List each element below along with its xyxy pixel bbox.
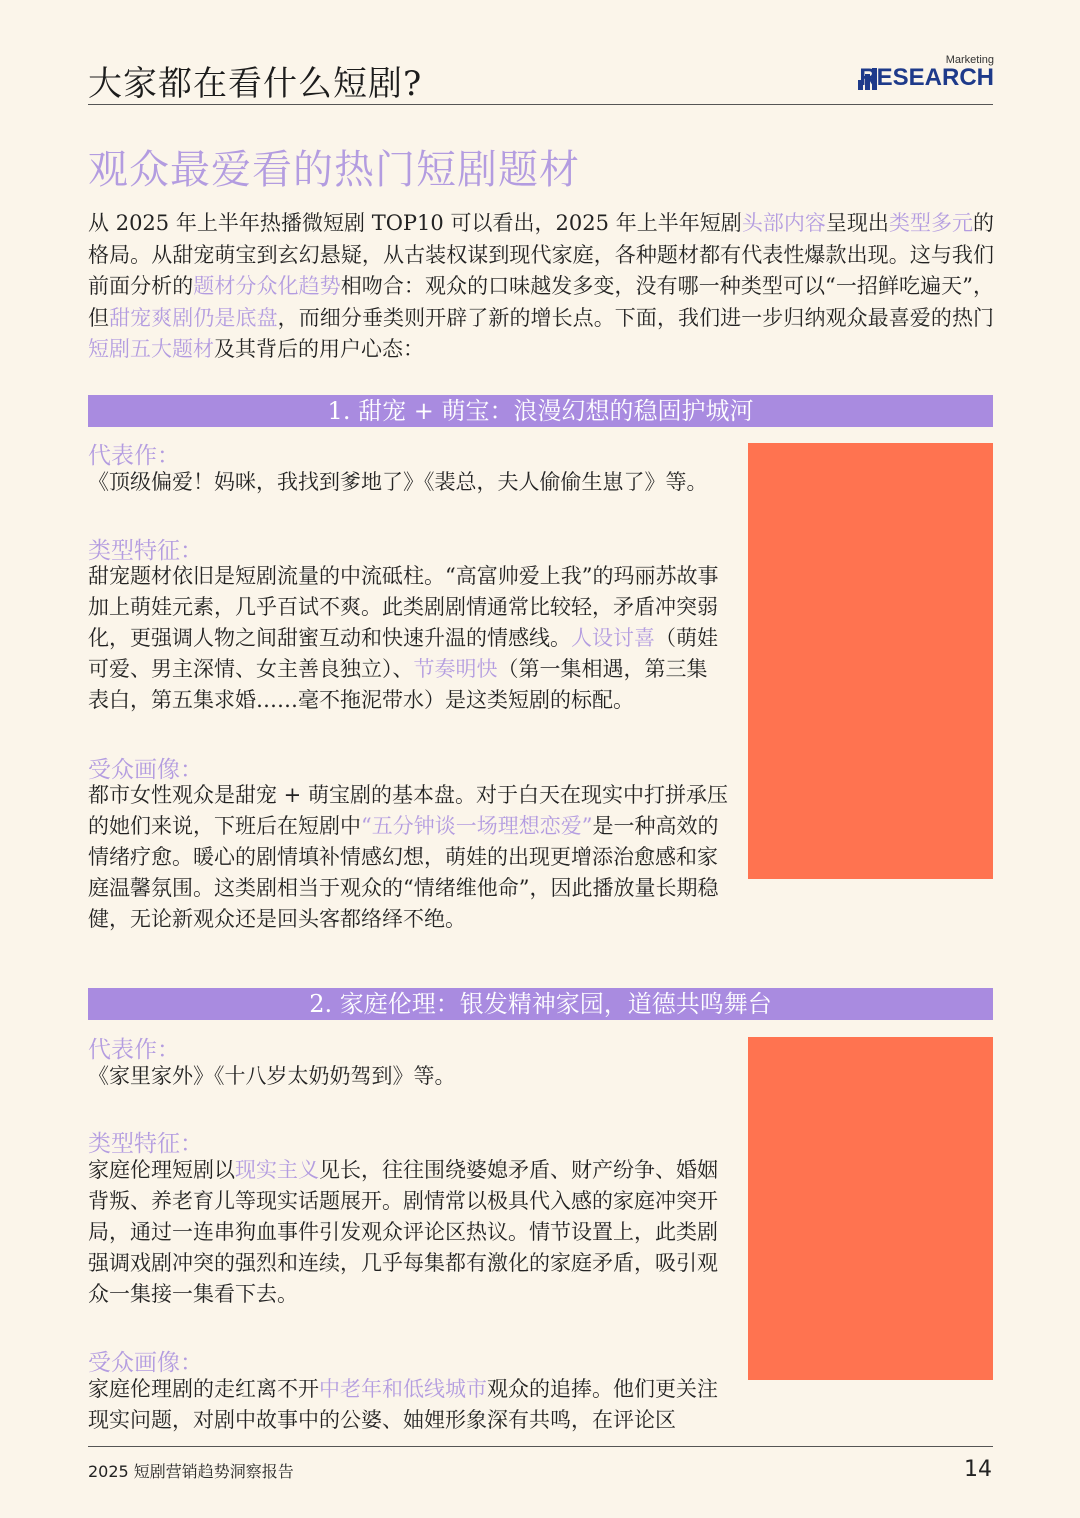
section-2-audience-label: 受众画像：: [88, 1350, 203, 1376]
header-divider: [88, 104, 993, 105]
section-2-works-text: 《家里家外》《十八岁太奶奶驾到》等。: [88, 1064, 456, 1088]
section-1-traits-label: 类型特征：: [88, 538, 203, 564]
highlight: 甜宠爽剧仍是底盘: [109, 305, 278, 330]
section-2-works-label: 代表作：: [88, 1037, 180, 1063]
section-2-image-placeholder: [748, 1037, 993, 1380]
main-heading: 观众最爱看的热门短剧题材: [88, 147, 580, 193]
intro-paragraph: 从 2025 年上半年热播微短剧 TOP10 可以看出，2025 年上半年短剧头部内容呈现出类型多元的格局。从甜宠萌宝到玄幻悬疑，从古装权谋到现代家庭，各种题材都有代表性爆款出现。这与我们前面分析的题材分众化趋势相吻合：观众的口味越发多变，没有哪一种类型可以“一招鲜吃遍天”，但甜宠爽剧仍是底盘，而细分垂类则开辟了新的增长点。下面，我们进一步归纳观众最喜爱的热门短剧五大题材及其背后的用户心态：: [88, 211, 995, 361]
section-1-traits-text: 甜宠题材依旧是短剧流量的中流砥柱。“高富帅爱上我”的玛丽苏故事加上萌娃元素，几乎百试不爽。此类剧剧情通常比较轻，矛盾冲突弱化，更强调人物之间甜蜜互动和快速升温的情感线。人设讨喜（萌娃可爱、男主深情、女主善良独立）、节奏明快（第一集相遇，第三集表白，第五集求婚……毫不拖泥带水）是这类短剧的标配。: [88, 564, 719, 712]
section-2-traits-label: 类型特征：: [88, 1131, 203, 1157]
footer-divider: [88, 1446, 993, 1447]
logo-word: RESEARCH: [859, 64, 994, 91]
footer-report-title: 2025 短剧营销趋势洞察报告: [88, 1462, 294, 1481]
highlight: 节奏明快: [413, 657, 498, 681]
section-2-audience-text: 家庭伦理剧的走红离不开中老年和低线城市观众的追捧。他们更关注现实问题，对剧中故事中的公婆、妯娌形象深有共鸣，在评论区: [88, 1377, 718, 1432]
section-1-audience-label: 受众画像：: [88, 757, 203, 783]
logo-small-text: Marketing: [945, 54, 994, 66]
highlight: “五分钟谈一场理想恋爱”: [361, 814, 593, 838]
highlight: 人设讨喜: [571, 626, 655, 650]
highlight: 中老年和低线城市: [319, 1377, 487, 1401]
highlight: 题材分众化趋势: [193, 274, 341, 298]
highlight: 现实主义: [235, 1158, 319, 1182]
section-1-image-placeholder: [748, 443, 993, 879]
section-1-works-text: 《顶级偏爱！妈咪，我找到爹地了》《裴总，夫人偷偷生崽了》等。: [88, 470, 708, 494]
highlight: 头部内容: [741, 211, 826, 235]
highlight: 类型多元: [888, 211, 974, 235]
section-1-works-label: 代表作：: [88, 443, 180, 469]
page-header-title: 大家都在看什么短剧?: [88, 64, 423, 104]
page-number: 14: [964, 1457, 992, 1482]
marketing-research-logo: [854, 54, 994, 94]
section-2-traits-text: 家庭伦理短剧以现实主义见长，往往围绕婆媳矛盾、财产纷争、婚姻背叛、养老育儿等现实话题展开。剧情常以极具代入感的家庭冲突开局，通过一连串狗血事件引发观众评论区热议。情节设置上，此类剧强调戏剧冲突的强烈和连续，几乎每集都有激化的家庭矛盾，吸引观众一集接一集看下去。: [88, 1158, 718, 1306]
section-1-band: 1. 甜宠 + 萌宝：浪漫幻想的稳固护城河: [88, 395, 993, 427]
section-1-audience-text: 都市女性观众是甜宠 + 萌宝剧的基本盘。对于白天在现实中打拼承压的她们来说，下班后在短剧中“五分钟谈一场理想恋爱”是一种高效的情绪疗愈。暖心的剧情填补情感幻想，萌娃的出现更增添治愈感和家庭温馨氛围。这类剧相当于观众的“情绪维他命”，因此播放量长期稳健，无论新观众还是回头客都络绎不绝。: [88, 783, 728, 931]
highlight: 短剧五大题材: [88, 337, 214, 361]
section-2-band: 2. 家庭伦理：银发精神家园，道德共鸣舞台: [88, 988, 993, 1020]
